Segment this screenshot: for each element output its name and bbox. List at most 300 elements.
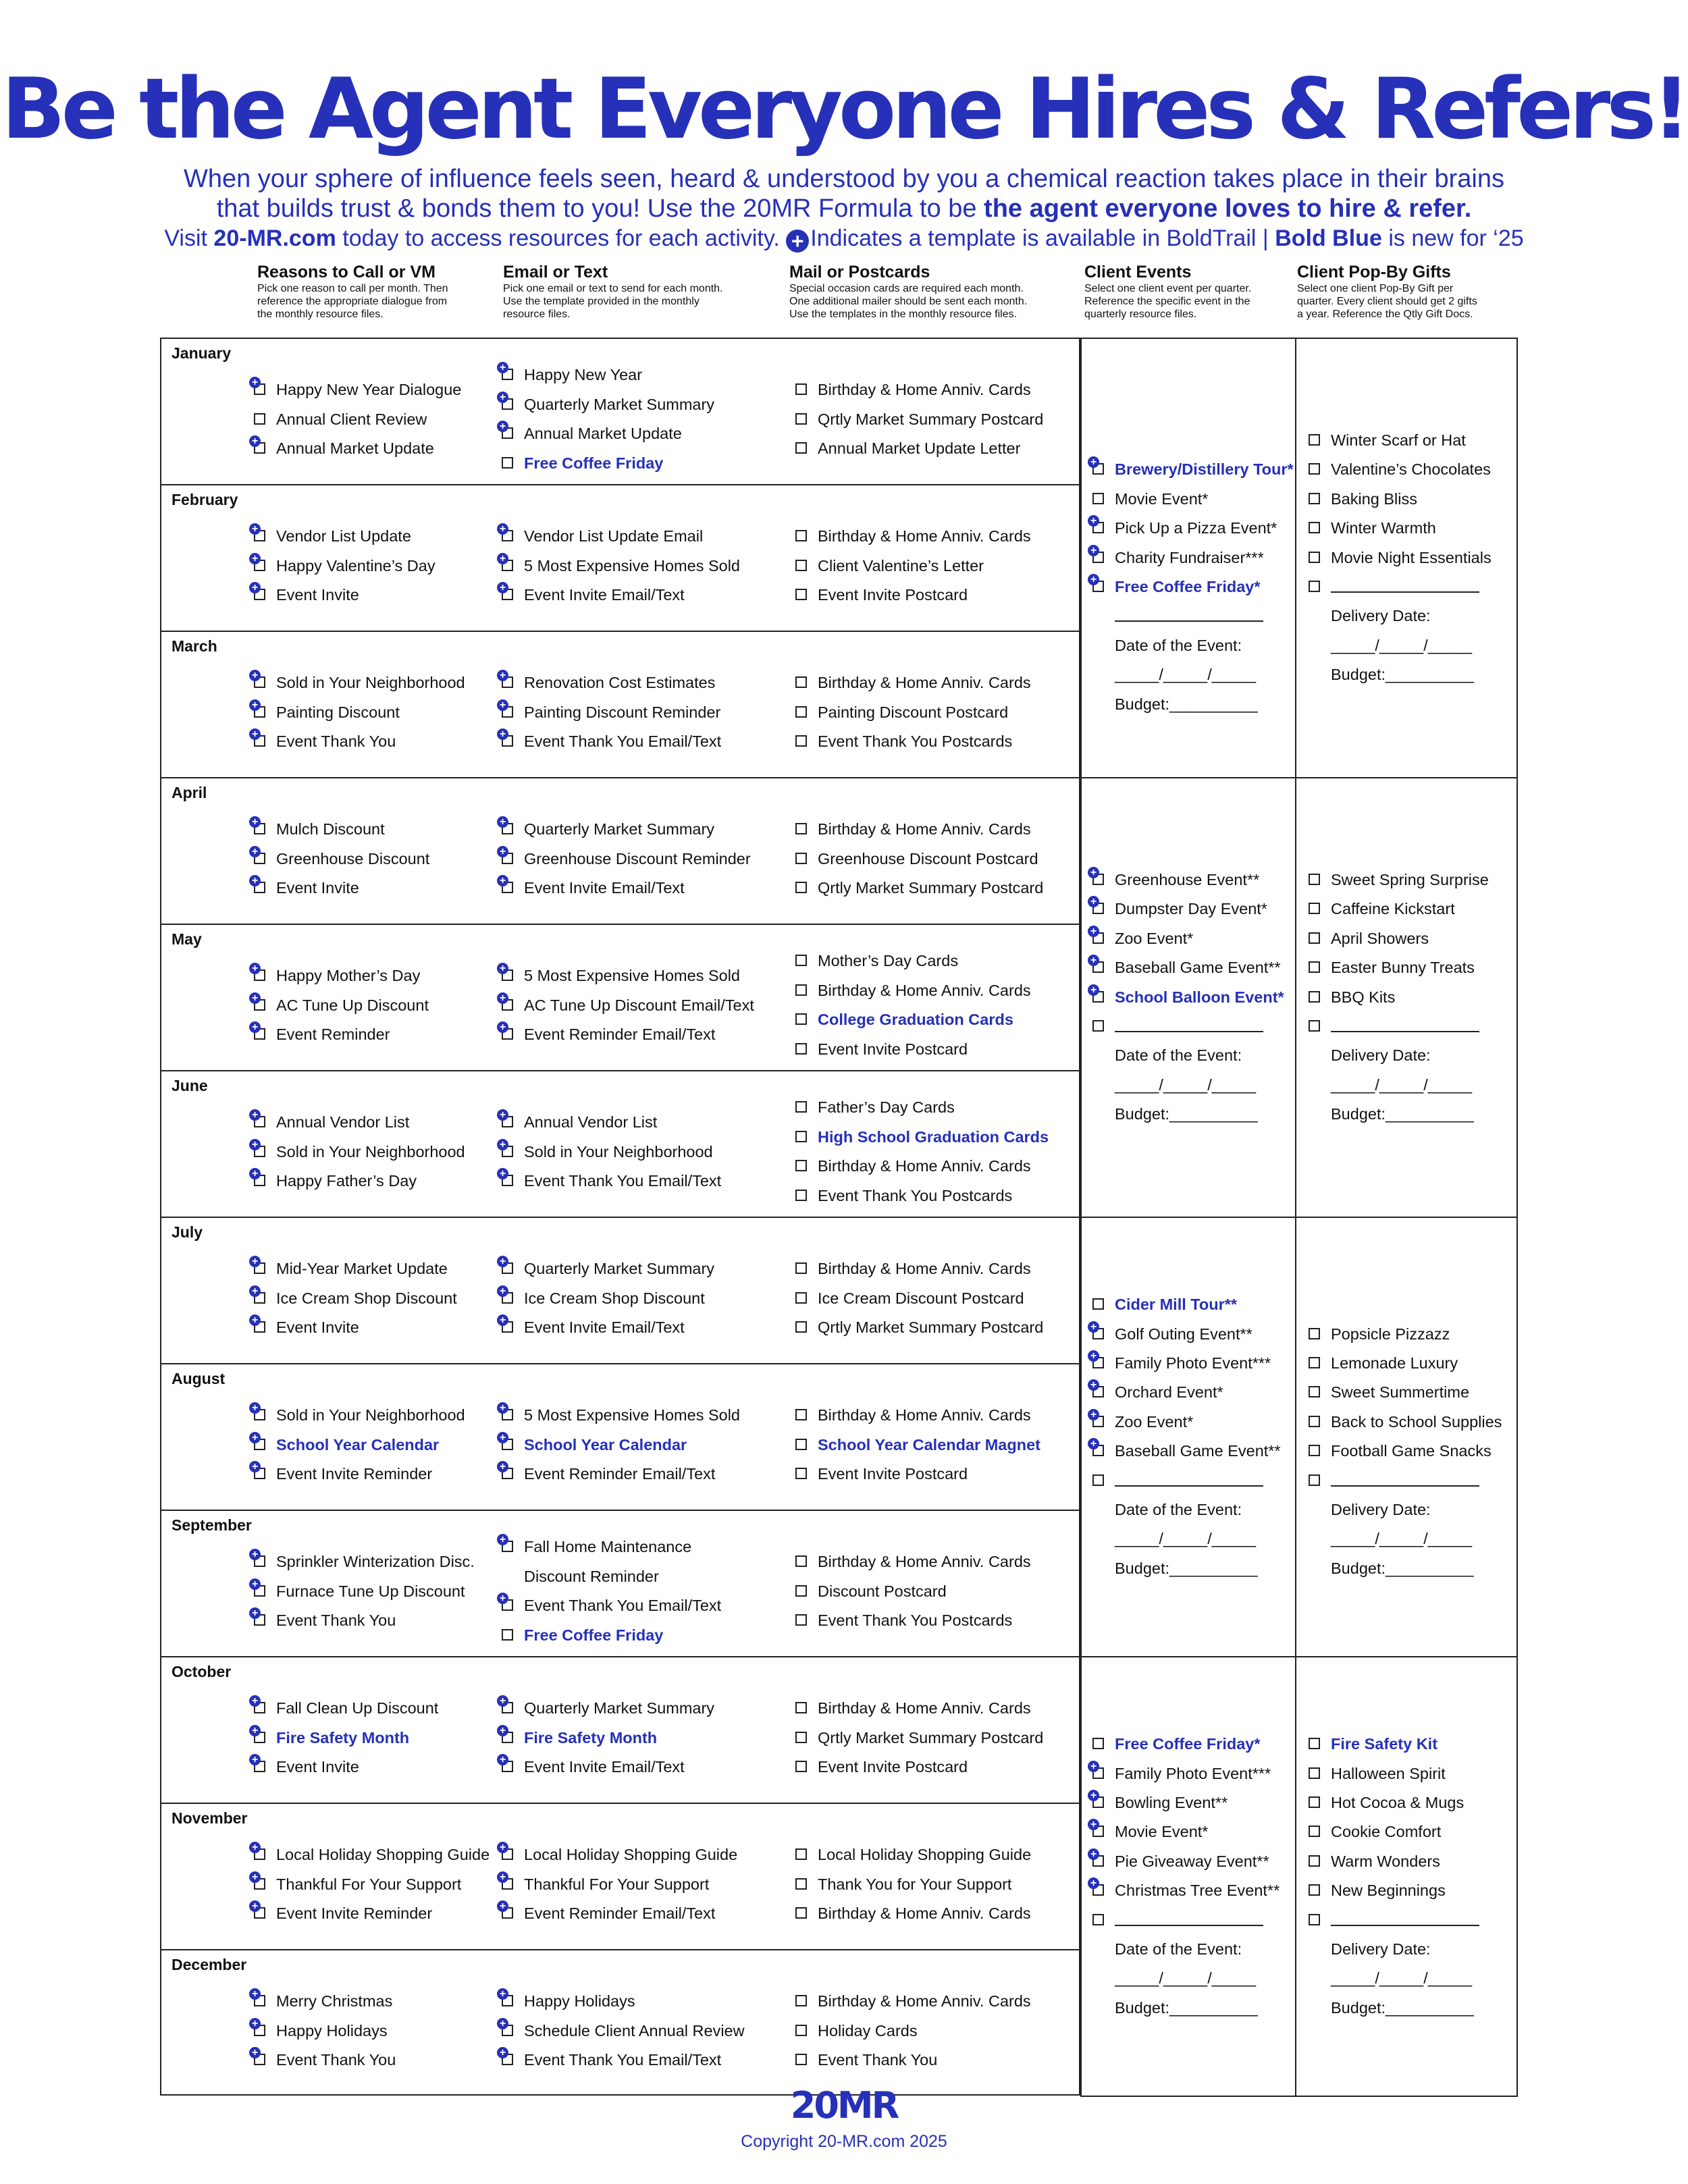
template-plus-icon: + (249, 435, 261, 447)
item-label: Easter Bunny Treats (1331, 959, 1475, 977)
item-label: Bowling Event** (1115, 1794, 1228, 1811)
checkbox[interactable] (1309, 961, 1320, 973)
checkbox[interactable] (795, 1555, 807, 1567)
item-label: Birthday & Home Anniv. Cards (818, 527, 1031, 545)
checkbox[interactable] (1092, 1738, 1104, 1749)
colhead-desc: Special occasion cards are required each month. (789, 283, 1024, 294)
template-plus-icon: + (1088, 1819, 1099, 1830)
checkbox[interactable] (795, 589, 807, 600)
checkbox[interactable] (795, 413, 807, 425)
item-label: Painting Discount Postcard (818, 703, 1009, 721)
item-label: Zoo Event* (1115, 929, 1194, 947)
month-divider (160, 1070, 1080, 1071)
checkbox[interactable] (795, 984, 807, 996)
item-label: Pick Up a Pizza Event* (1115, 519, 1277, 537)
month-name: November (172, 1809, 248, 1827)
colhead-desc: Use the template provided in the monthly (503, 296, 700, 307)
footer-copyright: Copyright 20-MR.com 2025 (741, 2132, 947, 2151)
events-quarter-frame (1080, 1217, 1296, 1657)
item-label: Quarterly Market Summary (524, 395, 715, 413)
item-label: Movie Event* (1115, 489, 1209, 508)
checkbox[interactable] (795, 1468, 807, 1479)
template-plus-icon: + (249, 1578, 261, 1590)
checkbox[interactable] (1309, 493, 1320, 504)
event-date-blank: _____/_____/_____ (1115, 1969, 1257, 1988)
checkbox[interactable] (795, 2054, 807, 2065)
item-label: Zoo Event* (1115, 1412, 1194, 1431)
template-plus-icon: + (497, 1695, 508, 1707)
checkbox[interactable] (254, 413, 265, 425)
template-plus-icon: + (497, 1314, 508, 1326)
template-plus-icon: + (497, 553, 508, 564)
colhead-desc: the monthly resource files. (257, 309, 384, 320)
item-label: Qrtly Market Summary Postcard (818, 1728, 1044, 1747)
month-divider (160, 631, 1080, 632)
template-plus-icon: + (249, 1139, 261, 1150)
month-divider (160, 1510, 1080, 1511)
gifts-quarter-frame (1295, 1656, 1518, 2097)
template-plus-icon: + (497, 1534, 508, 1545)
month-name: October (172, 1663, 232, 1680)
item-label: Father’s Day Cards (818, 1098, 955, 1117)
template-plus-icon: + (1088, 1321, 1099, 1333)
checkbox[interactable] (795, 1292, 807, 1304)
template-plus-icon: + (249, 2018, 261, 2029)
item-label: Baking Bliss (1331, 489, 1417, 508)
item-label: Event Thank You Postcards (818, 732, 1013, 750)
template-plus-icon: + (249, 963, 261, 974)
template-plus-icon: + (249, 523, 261, 535)
item-label: Golf Outing Event** (1115, 1325, 1252, 1343)
intro-line-2-bold: the agent everyone loves to hire & refer. (984, 194, 1472, 223)
item-label: 5 Most Expensive Homes Sold (524, 1406, 741, 1424)
checkbox[interactable] (795, 853, 807, 864)
item-label: Dumpster Day Event* (1115, 900, 1267, 918)
template-plus-icon: + (497, 362, 508, 373)
checkbox[interactable] (795, 442, 807, 454)
item-label: Mulch Discount (276, 820, 385, 838)
site-link[interactable]: 20-MR.com (213, 225, 336, 251)
checkbox[interactable] (1309, 1914, 1320, 1925)
template-plus-icon: + (497, 1109, 508, 1121)
template-plus-icon: + (497, 670, 508, 681)
month-name: December (172, 1956, 247, 1973)
month-divider (160, 484, 1080, 485)
template-plus-icon: + (249, 582, 261, 593)
checkbox[interactable] (795, 383, 807, 395)
item-label: Birthday & Home Anniv. Cards (818, 1406, 1031, 1424)
item-label: Baseball Game Event** (1115, 959, 1281, 977)
item-label: Quarterly Market Summary (524, 820, 715, 838)
colhead-title: Email or Text (503, 263, 608, 282)
checkbox[interactable] (1309, 1474, 1320, 1486)
item-label: Birthday & Home Anniv. Cards (818, 1260, 1031, 1278)
template-plus-icon: + (497, 816, 508, 828)
checkbox[interactable] (1309, 932, 1320, 944)
item-label: Vendor List Update Email (524, 527, 704, 545)
item-label: Back to School Supplies (1331, 1412, 1502, 1431)
blank-line[interactable] (1331, 1910, 1479, 1930)
checkbox[interactable] (795, 1160, 807, 1171)
item-label: AC Tune Up Discount Email/Text (524, 996, 754, 1014)
colhead-desc: Pick one reason to call per month. Then (257, 283, 448, 294)
checkbox[interactable] (502, 457, 513, 469)
checkbox[interactable] (1309, 552, 1320, 563)
item-label: Greenhouse Discount Postcard (818, 849, 1038, 868)
indicates-template: Indicates a template is available in BoldTrail (810, 225, 1257, 251)
template-plus-icon: + (249, 1695, 261, 1707)
blank-line[interactable] (1331, 1016, 1479, 1036)
colhead-title: Reasons to Call or VM (257, 263, 436, 282)
delivery-date-label: Delivery Date: (1331, 1046, 1431, 1065)
template-plus-icon: + (497, 1168, 508, 1179)
template-plus-icon: + (497, 1725, 508, 1736)
checkbox[interactable] (795, 1732, 807, 1743)
item-label: Qrtly Market Summary Postcard (818, 878, 1044, 897)
colhead-desc: Select one client Pop-By Gift per (1297, 283, 1454, 294)
template-plus-icon: + (497, 1988, 508, 2000)
checkbox[interactable] (795, 706, 807, 718)
template-plus-icon: + (249, 875, 261, 886)
colhead-desc: resource files. (503, 309, 571, 320)
separator: | (1262, 225, 1269, 251)
colhead-events (1084, 262, 1251, 321)
item-label: Quarterly Market Summary (524, 1260, 715, 1278)
template-plus-icon: + (1088, 867, 1099, 878)
write-in-line[interactable] (1331, 1016, 1479, 1032)
month-divider (160, 1656, 1080, 1657)
checkbox[interactable] (1309, 903, 1320, 914)
item-label: Local Holiday Shopping Guide (524, 1846, 738, 1864)
item-label: Greenhouse Event** (1115, 870, 1260, 888)
month-divider (160, 777, 1080, 778)
intro-line-1: When your sphere of influence feels seen, heard & understood by you a chemical reaction takes place in their brains (183, 165, 1505, 193)
item-label: Painting Discount Reminder (524, 703, 721, 721)
item-label: Event Thank You (276, 2050, 396, 2069)
checkbox[interactable] (795, 1878, 807, 1890)
checkbox[interactable] (795, 1702, 807, 1713)
item-label: Free Coffee Friday (524, 454, 664, 472)
page-title: Be the Agent Everyone Hires & Refers! (1, 61, 1687, 158)
checkbox[interactable] (1309, 1416, 1320, 1427)
write-in-line[interactable] (1331, 1910, 1479, 1926)
item-label: Event Invite (276, 1318, 359, 1336)
event-date-label: Date of the Event: (1115, 1501, 1242, 1518)
template-plus-icon: + (249, 1988, 261, 2000)
checkbox[interactable] (1309, 1445, 1320, 1456)
checkbox[interactable] (1309, 463, 1320, 475)
item-label: Event Invite Postcard (818, 1464, 968, 1483)
delivery-date-label: Delivery Date: (1331, 1501, 1431, 1518)
checkbox[interactable] (1309, 1884, 1320, 1896)
month-name: July (172, 1223, 203, 1241)
template-plus-icon: + (249, 1109, 261, 1121)
item-label: Event Thank You Email/Text (524, 1597, 722, 1615)
template-plus-icon: + (249, 377, 261, 388)
colhead-desc: One additional mailer should be sent each month. (789, 296, 1028, 307)
item-label: Event Invite Reminder (276, 1904, 433, 1922)
colhead-desc: Select one client event per quarter. (1084, 283, 1252, 294)
checkbox[interactable] (1092, 493, 1104, 504)
checkbox[interactable] (795, 735, 807, 747)
item-label: Birthday & Home Anniv. Cards (818, 1553, 1031, 1571)
checkbox[interactable] (795, 1907, 807, 1919)
item-label: Event Thank You Email/Text (524, 1171, 722, 1190)
template-plus-icon: + (497, 963, 508, 974)
item-label: Event Invite Reminder (276, 1464, 433, 1483)
item-label: Thank You for Your Support (818, 1875, 1012, 1893)
template-plus-icon: + (497, 1021, 508, 1033)
month-divider (160, 1217, 1080, 1218)
item-label: Greenhouse Discount (276, 849, 430, 868)
colhead-title: Client Events (1084, 263, 1192, 282)
template-plus-icon: + (1088, 574, 1099, 585)
delivery-date-label: Delivery Date: (1331, 1940, 1431, 1958)
month-divider (160, 1949, 1080, 1950)
template-plus-icon: + (249, 2047, 261, 2058)
checkbox[interactable] (1309, 434, 1320, 446)
item-label: High School Graduation Cards (818, 1127, 1049, 1146)
template-plus-icon: + (497, 2018, 508, 2029)
template-plus-icon: + (497, 1842, 508, 1853)
checkbox[interactable] (795, 1848, 807, 1860)
write-in-line[interactable] (1115, 1016, 1263, 1032)
checkbox[interactable] (795, 955, 807, 966)
template-plus-icon: + (497, 421, 508, 432)
item-label: Painting Discount (276, 703, 400, 721)
item-label: Free Coffee Friday (524, 1626, 664, 1644)
item-label: Event Thank You Email/Text (524, 2050, 722, 2069)
blank-line[interactable] (1115, 1470, 1263, 1491)
item-label: Discount Reminder (524, 1567, 659, 1585)
template-plus-icon: + (497, 1432, 508, 1443)
item-label: Movie Night Essentials (1331, 548, 1492, 566)
checkbox[interactable] (795, 1761, 807, 1772)
template-plus-icon: + (1088, 1379, 1099, 1391)
event-date-blank: _____/_____/_____ (1115, 1530, 1257, 1548)
checkbox[interactable] (795, 1131, 807, 1142)
item-label: Family Photo Event*** (1115, 1764, 1271, 1782)
checkbox[interactable] (795, 1409, 807, 1420)
item-label: Ice Cream Shop Discount (524, 1289, 705, 1307)
item-label: Event Invite Email/Text (524, 1757, 685, 1776)
item-label: Orchard Event* (1115, 1383, 1223, 1402)
month-name: September (172, 1516, 252, 1534)
checkbox[interactable] (1309, 1855, 1320, 1867)
item-label: Ice Cream Discount Postcard (818, 1289, 1024, 1307)
item-label: Event Thank You Email/Text (524, 732, 722, 750)
checkbox[interactable] (502, 1629, 513, 1641)
item-label: Happy Valentine’s Day (276, 556, 436, 575)
template-plus-icon: + (249, 1285, 261, 1297)
item-label: Event Invite (276, 585, 359, 604)
template-plus-icon: + (249, 1168, 261, 1179)
item-label: Birthday & Home Anniv. Cards (818, 1699, 1031, 1717)
event-budget-label: Budget:__________ (1115, 1998, 1258, 2017)
month-name: April (172, 784, 207, 801)
template-plus-icon: + (249, 1432, 261, 1443)
write-in-line[interactable] (1115, 1470, 1263, 1487)
template-plus-icon: + (249, 1842, 261, 1853)
bold-blue-label: Bold Blue (1275, 225, 1382, 251)
write-in-line[interactable] (1115, 606, 1263, 622)
checkbox[interactable] (1309, 1020, 1320, 1032)
colhead-desc: quarter. Every client should get 2 gifts (1297, 296, 1477, 307)
month-name: February (172, 491, 238, 508)
template-plus-icon: + (1088, 1438, 1099, 1449)
template-plus-icon: + (1088, 926, 1099, 937)
item-label: Local Holiday Shopping Guide (818, 1846, 1032, 1864)
checkbox[interactable] (795, 882, 807, 893)
item-label: Sold in Your Neighborhood (276, 1142, 465, 1161)
item-label: Sold in Your Neighborhood (276, 1406, 465, 1424)
checkbox[interactable] (1309, 874, 1320, 885)
template-plus-icon: + (249, 1549, 261, 1560)
item-label: Valentine’s Chocolates (1331, 460, 1491, 479)
checkbox[interactable] (1309, 581, 1320, 592)
template-plus-icon: + (249, 553, 261, 564)
template-plus-icon: + (249, 1314, 261, 1326)
colhead-email (503, 262, 723, 321)
checkbox[interactable] (1309, 1357, 1320, 1368)
event-date-label: Date of the Event: (1115, 1046, 1242, 1065)
blank-line[interactable] (1331, 577, 1479, 597)
checkbox[interactable] (795, 1439, 807, 1450)
checkbox[interactable] (795, 1101, 807, 1113)
checkbox[interactable] (795, 1585, 807, 1597)
checkbox[interactable] (1092, 1914, 1104, 1925)
checkbox[interactable] (795, 823, 807, 834)
checkbox[interactable] (1309, 1767, 1320, 1779)
template-plus-icon: + (497, 1285, 508, 1297)
checkbox[interactable] (795, 1995, 807, 2006)
checkbox[interactable] (795, 676, 807, 688)
checkbox[interactable] (795, 1043, 807, 1055)
template-plus-icon: + (1088, 955, 1099, 966)
item-label: Halloween Spirit (1331, 1764, 1446, 1782)
item-label: Movie Event* (1115, 1823, 1209, 1841)
checkbox[interactable] (1309, 1826, 1320, 1837)
checkbox[interactable] (795, 560, 807, 571)
item-label: Discount Postcard (818, 1582, 947, 1600)
template-plus-icon: + (249, 1871, 261, 1883)
colhead-desc: a year. Reference the Qtly Gift Docs. (1297, 309, 1473, 320)
write-in-line[interactable] (1331, 1470, 1479, 1487)
checkbox[interactable] (1092, 1298, 1104, 1310)
checkbox[interactable] (1309, 1386, 1320, 1397)
item-label: Happy New Year Dialogue (276, 381, 462, 399)
event-budget-label: Budget:__________ (1115, 695, 1258, 713)
checkbox[interactable] (1092, 1020, 1104, 1032)
item-label: Event Invite Email/Text (524, 878, 685, 897)
item-label: Fire Safety Kit (1331, 1735, 1438, 1753)
event-date-blank: _____/_____/_____ (1115, 1075, 1257, 1094)
item-label: Happy Holidays (276, 2021, 388, 2040)
new-for-25: is new for ‘25 (1388, 225, 1524, 251)
blank-line[interactable] (1115, 1016, 1263, 1036)
item-label: Event Reminder Email/Text (524, 1464, 716, 1483)
item-label: Event Invite Postcard (818, 1757, 968, 1776)
colhead-title: Mail or Postcards (789, 263, 930, 282)
month-name: March (172, 637, 217, 655)
item-label: Birthday & Home Anniv. Cards (818, 381, 1031, 399)
template-plus-icon: + (1088, 1409, 1099, 1420)
item-label: Birthday & Home Anniv. Cards (818, 1904, 1031, 1922)
checkbox[interactable] (795, 1262, 807, 1274)
month-divider (160, 1803, 1080, 1804)
template-plus-icon: + (249, 1754, 261, 1765)
template-plus-icon: + (497, 846, 508, 857)
item-label: Annual Client Review (276, 410, 427, 428)
template-plus-icon: + (249, 1900, 261, 1912)
month-name: January (172, 344, 232, 362)
checkbox[interactable] (795, 1614, 807, 1626)
checkbox[interactable] (795, 1013, 807, 1025)
item-label: Event Invite Email/Text (524, 585, 685, 604)
item-label: Event Invite (276, 1757, 359, 1776)
blank-line[interactable] (1331, 1470, 1479, 1491)
item-label: Thankful For Your Support (524, 1875, 710, 1893)
template-plus-icon: + (1088, 1350, 1099, 1362)
item-label: School Balloon Event* (1115, 988, 1284, 1006)
checkbox[interactable] (795, 2025, 807, 2036)
item-label: Family Photo Event*** (1115, 1354, 1271, 1372)
checkbox[interactable] (795, 1321, 807, 1333)
item-label: Sweet Spring Surprise (1331, 870, 1489, 888)
item-label: Quarterly Market Summary (524, 1699, 715, 1717)
item-label: School Year Calendar (276, 1435, 440, 1454)
checkbox[interactable] (1309, 1796, 1320, 1808)
template-plus-icon: + (497, 1256, 508, 1267)
write-in-line[interactable] (1331, 577, 1479, 593)
delivery-date-label: Delivery Date: (1331, 607, 1431, 625)
template-plus-icon: + (1088, 1848, 1099, 1860)
checkbox[interactable] (1309, 1738, 1320, 1749)
checkbox[interactable] (795, 530, 807, 541)
item-label: New Beginnings (1331, 1882, 1446, 1900)
visit-rest: today to access resources for each activity. (342, 225, 780, 251)
item-label: Birthday & Home Anniv. Cards (818, 1992, 1031, 2010)
checkbox[interactable] (1092, 1474, 1104, 1486)
intro-line-2-plain: that builds trust & bonds them to you! Use the 20MR Formula to be (216, 194, 977, 223)
template-plus-icon: + (249, 1021, 261, 1033)
checkbox[interactable] (795, 1190, 807, 1201)
item-label: Annual Market Update (276, 439, 434, 457)
write-in-line[interactable] (1115, 606, 1263, 626)
template-plus-icon: + (1088, 545, 1099, 556)
delivery-date-blank: _____/_____/_____ (1331, 1075, 1473, 1094)
checkbox[interactable] (1309, 1328, 1320, 1339)
blank-line[interactable] (1115, 1910, 1263, 1930)
item-label: Annual Vendor List (276, 1113, 410, 1131)
item-label: Birthday & Home Anniv. Cards (818, 981, 1031, 999)
item-label: College Graduation Cards (818, 1011, 1013, 1029)
item-label: Popsicle Pizzazz (1331, 1325, 1450, 1343)
template-plus-icon: + (249, 992, 261, 1004)
checkbox[interactable] (1309, 991, 1320, 1003)
item-label: April Showers (1331, 929, 1429, 947)
intro-line-3 (0, 227, 1688, 252)
item-label: Birthday & Home Anniv. Cards (818, 1157, 1031, 1175)
template-plus-icon: + (1088, 1877, 1099, 1889)
event-date-blank: _____/_____/_____ (1115, 666, 1257, 684)
item-label: Cookie Comfort (1331, 1823, 1442, 1841)
item-label: Event Reminder (276, 1025, 390, 1043)
template-plus-icon: + (497, 875, 508, 886)
item-label: Thankful For Your Support (276, 1875, 462, 1893)
write-in-line[interactable] (1115, 1910, 1263, 1926)
checkbox[interactable] (1309, 522, 1320, 533)
